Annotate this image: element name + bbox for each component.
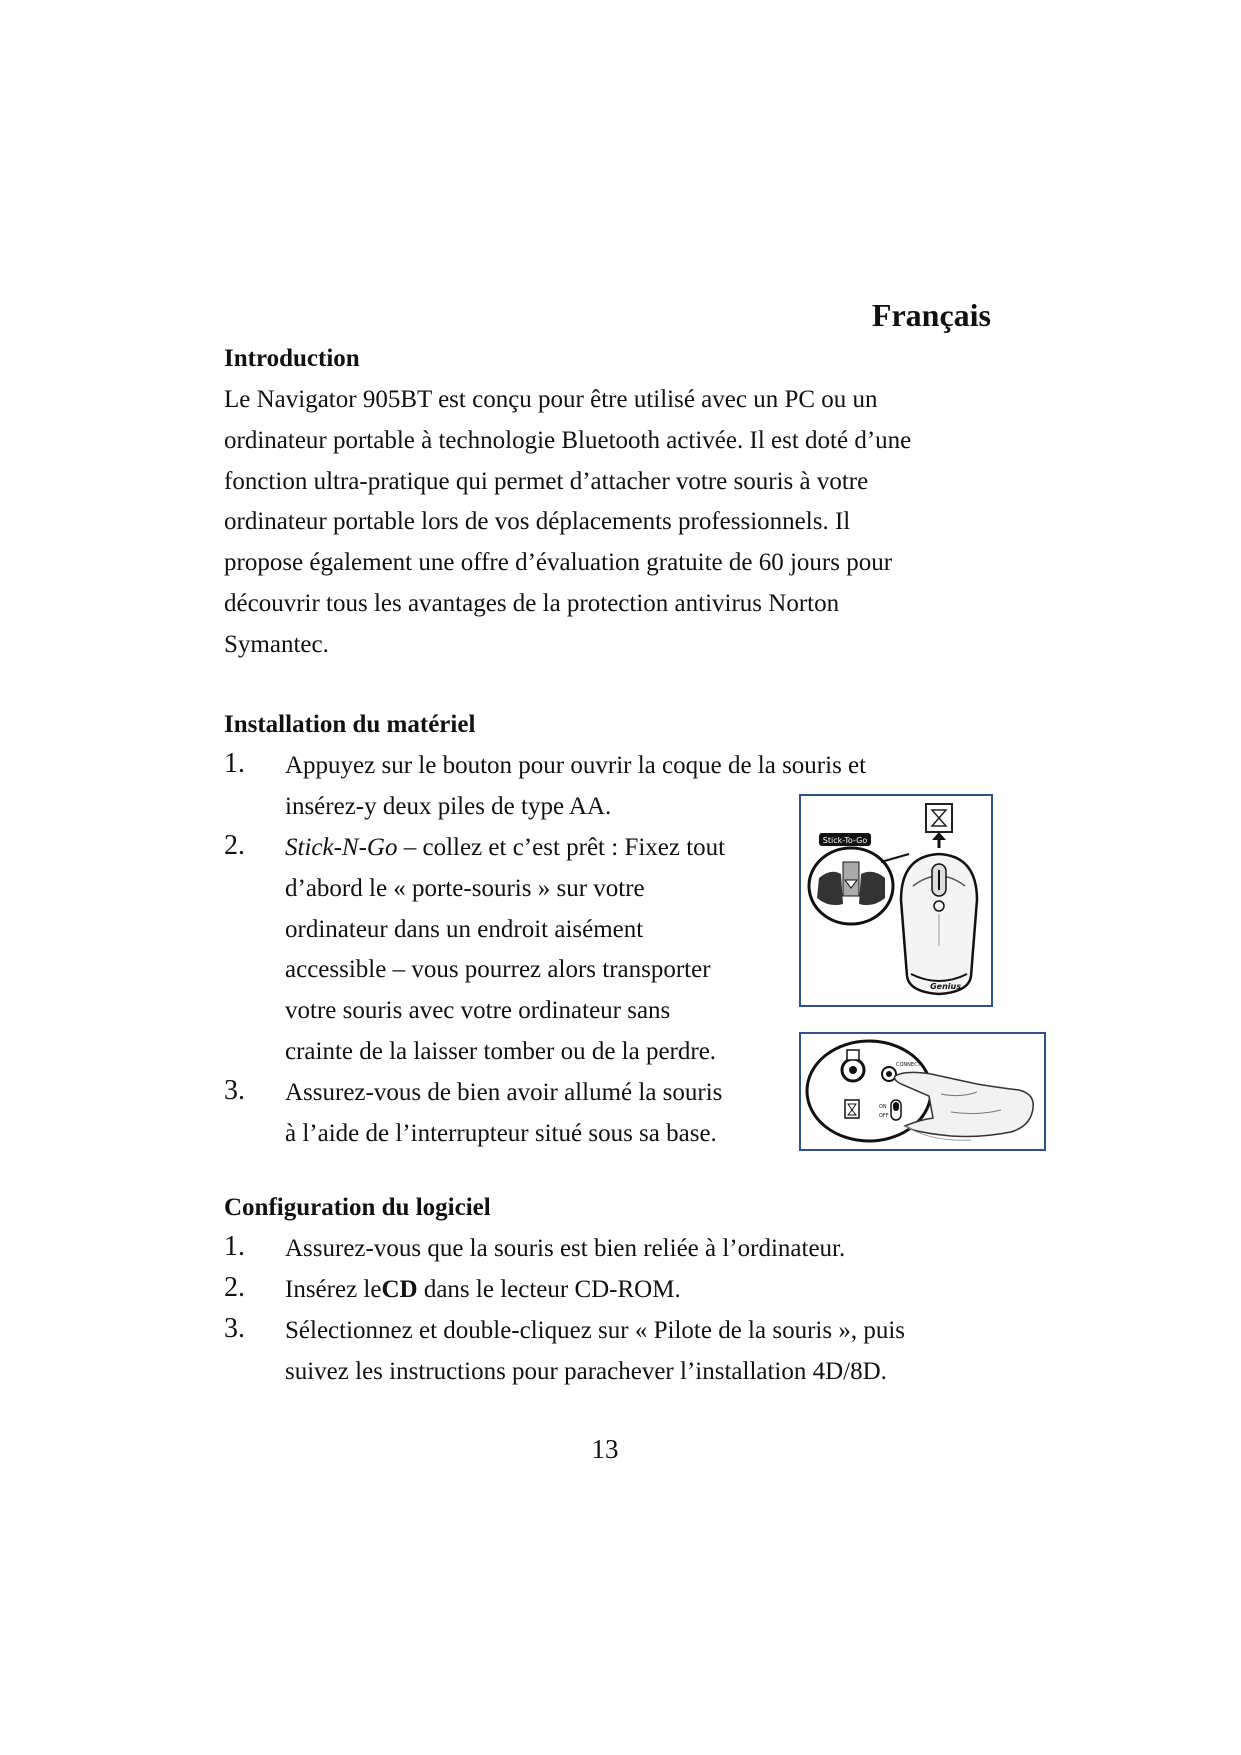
page-title: Français — [871, 297, 991, 333]
intro-line: ordinateur portable lors de vos déplacements professionnels. Il — [224, 508, 851, 536]
list-line: crainte de la laisser tomber ou de la perdre. — [285, 1037, 717, 1065]
list-line: suivez les instructions pour parachever l’installation 4D/8D. — [285, 1357, 887, 1385]
software-heading: Configuration du logiciel — [224, 1194, 491, 1221]
list-line-pre: Insérez le — [285, 1276, 382, 1303]
intro-line: ordinateur portable à technologie Bluetooth activée. Il est doté d’une — [224, 426, 912, 454]
list-number: 1. — [224, 748, 245, 779]
intro-line: Le Navigator 905BT est conçu pour être utilisé avec un PC ou un — [224, 386, 878, 413]
list-line: d’abord le « porte-souris » sur votre — [285, 874, 645, 902]
list-line: insérez-y deux piles de type AA. — [285, 792, 612, 820]
stick-to-go-badge: Stick-To-Go — [822, 836, 868, 845]
list-line: accessible – vous pourrez alors transporter — [285, 956, 711, 984]
intro-line: découvrir tous les avantages de la protection antivirus Norton — [224, 589, 840, 617]
connect-label: CONNECT — [896, 1062, 921, 1068]
list-number: 2. — [224, 1272, 245, 1303]
list-number: 2. — [224, 830, 245, 861]
stick-n-go-term: Stick-N-Go — [285, 834, 398, 861]
list-text — [285, 1229, 1005, 1270]
intro-line: propose également une offre d’évaluation gratuite de 60 jours pour — [224, 549, 893, 577]
list-text — [285, 1073, 785, 1155]
list-text — [285, 1311, 1005, 1393]
list-number: 3. — [224, 1075, 245, 1106]
list-line-rest: – collez et c’est prêt : Fixez tout — [397, 834, 726, 861]
list-line: ordinateur dans un endroit aisément — [285, 915, 644, 943]
list-line: Assurez-vous de bien avoir allumé la souris — [285, 1079, 723, 1106]
introduction-heading: Introduction — [224, 345, 360, 372]
list-line: Sélectionnez et double-cliquez sur « Pilote de la souris », puis — [285, 1317, 905, 1344]
off-label: OFF — [879, 1113, 889, 1119]
brand-logo: Genius — [930, 982, 961, 991]
on-label: ON — [879, 1104, 887, 1110]
list-line — [285, 1270, 1005, 1311]
list-line-post: dans le lecteur CD-ROM. — [417, 1276, 681, 1303]
list-text — [285, 1270, 1005, 1311]
list-number: 1. — [224, 1231, 245, 1262]
cd-term: CD — [381, 1276, 418, 1303]
introduction-paragraph — [224, 380, 1004, 666]
hardware-heading: Installation du matériel — [224, 711, 476, 738]
list-line: à l’aide de l’interrupteur situé sous sa base. — [285, 1119, 717, 1147]
list-text — [285, 828, 785, 1073]
list-line: Assurez-vous que la souris est bien reliée à l’ordinateur. — [285, 1235, 846, 1262]
list-line: votre souris avec votre ordinateur sans — [285, 997, 671, 1025]
list-number: 3. — [224, 1313, 245, 1344]
page-number: 13 — [591, 1434, 619, 1464]
mouse-underside-illustration — [799, 1032, 1046, 1151]
list-line — [285, 828, 785, 869]
mouse-holder-illustration — [799, 794, 993, 1007]
intro-line: fonction ultra-pratique qui permet d’attacher votre souris à votre — [224, 467, 869, 495]
list-line: Appuyez sur le bouton pour ouvrir la coque de la souris et — [285, 752, 867, 779]
intro-line: Symantec. — [224, 630, 329, 658]
